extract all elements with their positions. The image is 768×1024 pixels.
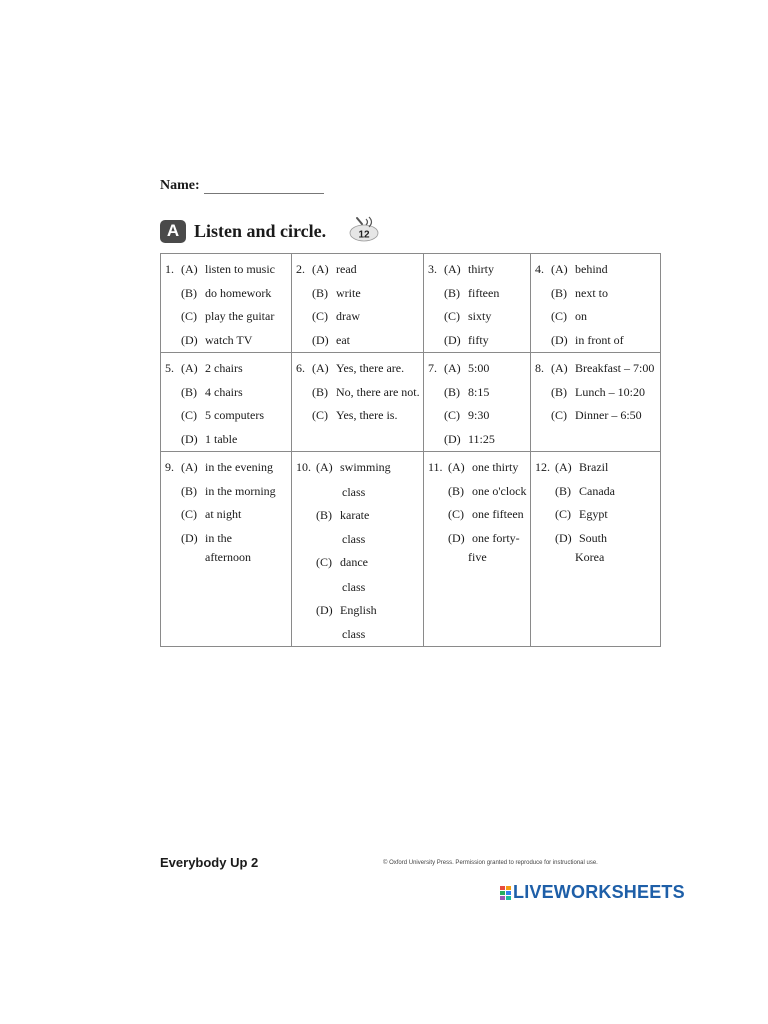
option-letter: (A) bbox=[551, 262, 568, 276]
option-text: in the morning bbox=[205, 483, 276, 498]
liveworksheets-wordmark: LIVEWORKSHEETS bbox=[513, 882, 685, 902]
question-number bbox=[296, 305, 312, 329]
option-letter: (A) bbox=[551, 361, 568, 375]
option-letter: (C) bbox=[444, 408, 460, 422]
question-cell bbox=[161, 452, 292, 647]
question-number bbox=[535, 329, 551, 353]
question-number bbox=[535, 480, 555, 504]
answer-option[interactable] bbox=[428, 503, 528, 527]
answer-option[interactable] bbox=[428, 305, 528, 329]
option-text-continued: class bbox=[342, 627, 366, 641]
option-text: fifty bbox=[468, 332, 489, 347]
answer-option[interactable] bbox=[165, 305, 289, 329]
question-number bbox=[535, 527, 555, 551]
answer-option[interactable] bbox=[535, 527, 658, 551]
option-text: listen to music bbox=[205, 262, 275, 276]
answer-option[interactable] bbox=[296, 357, 421, 381]
option-letter: (C) bbox=[551, 408, 567, 422]
question-number bbox=[296, 404, 312, 428]
option-text: 1 table bbox=[205, 431, 238, 446]
option-text: fifteen bbox=[468, 285, 500, 300]
answer-option[interactable] bbox=[428, 428, 528, 452]
option-letter: (C) bbox=[312, 408, 328, 422]
option-text: Canada bbox=[579, 483, 615, 498]
question-number bbox=[165, 404, 181, 428]
exercise-table bbox=[160, 253, 661, 647]
question-cell bbox=[424, 452, 531, 647]
logo-grid-square bbox=[506, 886, 511, 890]
question-cell bbox=[424, 353, 531, 452]
answer-option[interactable] bbox=[428, 258, 528, 282]
option-letter: (B) bbox=[551, 285, 567, 300]
answer-option[interactable] bbox=[296, 456, 421, 480]
option-letter: (C) bbox=[181, 507, 197, 521]
question-cell bbox=[531, 254, 661, 353]
option-text-continued: class bbox=[342, 579, 366, 594]
answer-option[interactable] bbox=[165, 503, 289, 527]
answer-option[interactable] bbox=[535, 404, 658, 428]
option-text: do homework bbox=[205, 285, 272, 300]
question-number bbox=[428, 503, 448, 527]
option-letter: (D) bbox=[316, 602, 333, 617]
question-number bbox=[535, 282, 551, 306]
option-letter: (B) bbox=[444, 384, 460, 399]
answer-option[interactable] bbox=[535, 480, 658, 504]
option-text: Egypt bbox=[579, 507, 608, 521]
answer-option[interactable] bbox=[428, 456, 528, 480]
option-letter: (B) bbox=[555, 483, 571, 498]
question-number bbox=[165, 282, 181, 306]
option-letter: (D) bbox=[444, 332, 461, 347]
question-number bbox=[428, 282, 444, 306]
answer-option[interactable] bbox=[535, 329, 658, 353]
question-number: 11. bbox=[428, 460, 443, 474]
option-text-continued: class bbox=[342, 532, 366, 546]
question-cell bbox=[161, 353, 292, 452]
option-letter: (D) bbox=[551, 332, 568, 347]
option-text: 5 computers bbox=[205, 408, 264, 422]
option-text-continued: class bbox=[342, 484, 366, 499]
question-number bbox=[296, 551, 316, 575]
option-text: one o'clock bbox=[472, 483, 527, 498]
question-cell bbox=[531, 452, 661, 647]
logo-grid-square bbox=[506, 896, 511, 900]
question-number bbox=[296, 329, 312, 353]
option-text: 4 chairs bbox=[205, 384, 243, 399]
option-text: Breakfast – 7:00 bbox=[575, 361, 655, 375]
answer-option[interactable] bbox=[296, 305, 421, 329]
question-number: 9. bbox=[165, 460, 174, 474]
answer-option[interactable] bbox=[428, 357, 528, 381]
question-number bbox=[296, 504, 316, 528]
question-number: 1. bbox=[165, 262, 174, 276]
answer-option[interactable] bbox=[165, 329, 289, 353]
option-letter: (A) bbox=[444, 262, 461, 276]
option-text: Yes, there is. bbox=[336, 408, 398, 422]
option-text: behind bbox=[575, 262, 608, 276]
option-letter: (D) bbox=[181, 530, 198, 545]
option-text: in the bbox=[205, 530, 232, 545]
audio-track-icon bbox=[348, 216, 380, 242]
option-text: one forty- bbox=[472, 530, 520, 545]
answer-option[interactable] bbox=[165, 258, 289, 282]
answer-option[interactable] bbox=[535, 381, 658, 405]
option-letter: (B) bbox=[316, 507, 332, 522]
question-number: 12. bbox=[535, 460, 550, 474]
answer-option[interactable] bbox=[428, 527, 528, 551]
question-number: 2. bbox=[296, 262, 305, 276]
question-number: 8. bbox=[535, 361, 544, 375]
question-number bbox=[165, 329, 181, 353]
option-text: Brazil bbox=[579, 460, 609, 474]
answer-option[interactable] bbox=[535, 305, 658, 329]
option-letter: (B) bbox=[444, 285, 460, 300]
answer-option[interactable] bbox=[165, 381, 289, 405]
option-text: in the evening bbox=[205, 460, 273, 474]
option-text: karate bbox=[340, 507, 370, 522]
option-letter: (D) bbox=[312, 332, 329, 347]
question-number bbox=[428, 527, 448, 551]
question-number bbox=[535, 305, 551, 329]
option-letter: (B) bbox=[551, 384, 567, 399]
question-number bbox=[165, 527, 181, 551]
answer-option[interactable] bbox=[428, 381, 528, 405]
option-letter: (C) bbox=[555, 507, 571, 521]
option-letter: (C) bbox=[444, 309, 460, 323]
question-cell bbox=[531, 353, 661, 452]
answer-option[interactable] bbox=[535, 503, 658, 527]
question-number bbox=[296, 599, 316, 623]
answer-option[interactable] bbox=[428, 282, 528, 306]
answer-option[interactable] bbox=[296, 381, 421, 405]
answer-option[interactable] bbox=[296, 282, 421, 306]
option-text: read bbox=[336, 262, 357, 276]
answer-option[interactable] bbox=[165, 480, 289, 504]
option-text-continued: afternoon bbox=[205, 550, 251, 564]
question-cell bbox=[161, 254, 292, 353]
answer-option[interactable] bbox=[535, 357, 658, 381]
name-blank-line[interactable] bbox=[204, 181, 324, 194]
answer-option[interactable] bbox=[535, 456, 658, 480]
answer-option[interactable] bbox=[296, 599, 421, 623]
question-number bbox=[428, 428, 444, 452]
option-text: 11:25 bbox=[468, 431, 495, 446]
answer-option[interactable] bbox=[165, 404, 289, 428]
option-text: one fifteen bbox=[472, 507, 524, 521]
option-text: one thirty bbox=[472, 460, 519, 474]
option-text-continued: Korea bbox=[575, 550, 605, 564]
section-header bbox=[160, 218, 380, 244]
section-title: Listen and circle. bbox=[194, 220, 327, 241]
option-letter: (A) bbox=[444, 361, 461, 375]
logo-grid-square bbox=[500, 896, 505, 900]
book-title: Everybody Up 2 bbox=[160, 855, 259, 870]
option-letter: (B) bbox=[312, 384, 328, 399]
question-cell bbox=[292, 353, 424, 452]
option-letter: (A) bbox=[181, 361, 198, 375]
question-number bbox=[428, 329, 444, 353]
answer-option[interactable] bbox=[296, 258, 421, 282]
copyright-notice: © Oxford University Press. Permission granted to reproduce for instructional use. bbox=[383, 860, 598, 866]
answer-option[interactable] bbox=[428, 329, 528, 353]
question-number: 5. bbox=[165, 361, 174, 375]
option-letter: (A) bbox=[316, 460, 333, 474]
question-cell bbox=[424, 254, 531, 353]
answer-option[interactable] bbox=[165, 428, 289, 452]
option-letter: (A) bbox=[181, 262, 198, 276]
option-text: 8:15 bbox=[468, 384, 490, 399]
option-letter: (C) bbox=[181, 408, 197, 422]
option-letter: (D) bbox=[448, 530, 465, 545]
logo-grid-square bbox=[500, 891, 505, 895]
question-number bbox=[165, 305, 181, 329]
option-letter: (D) bbox=[181, 431, 198, 446]
question-number bbox=[165, 480, 181, 504]
answer-option[interactable] bbox=[428, 480, 528, 504]
question-number bbox=[296, 282, 312, 306]
option-text-continued: five bbox=[468, 550, 487, 564]
question-number: 7. bbox=[428, 361, 437, 375]
question-number bbox=[535, 503, 555, 527]
question-number bbox=[165, 428, 181, 452]
option-text: No, there are not. bbox=[336, 384, 420, 399]
option-letter: (B) bbox=[181, 384, 197, 399]
option-text: write bbox=[336, 285, 361, 300]
question-number bbox=[296, 381, 312, 405]
question-number bbox=[165, 503, 181, 527]
option-text: English bbox=[340, 602, 377, 617]
section-badge: A bbox=[160, 220, 186, 243]
option-text: on bbox=[575, 309, 587, 323]
liveworksheets-grid-icon bbox=[500, 886, 511, 900]
option-text: sixty bbox=[468, 309, 492, 323]
option-letter: (C) bbox=[448, 507, 464, 521]
option-text: thirty bbox=[468, 262, 494, 276]
answer-option[interactable] bbox=[428, 404, 528, 428]
logo-grid-square bbox=[500, 886, 505, 890]
answer-option[interactable] bbox=[296, 329, 421, 353]
option-text: Dinner – 6:50 bbox=[575, 408, 642, 422]
option-letter: (B) bbox=[181, 483, 197, 498]
option-letter: (C) bbox=[551, 309, 567, 323]
option-letter: (D) bbox=[181, 332, 198, 347]
option-text: watch TV bbox=[205, 332, 253, 347]
answer-option[interactable] bbox=[165, 282, 289, 306]
liveworksheets-logo bbox=[500, 882, 685, 903]
question-cell bbox=[292, 254, 424, 353]
question-number bbox=[428, 480, 448, 504]
name-field bbox=[160, 178, 324, 194]
answer-option[interactable] bbox=[296, 504, 421, 528]
option-letter: (D) bbox=[444, 431, 461, 446]
answer-option[interactable] bbox=[165, 456, 289, 480]
answer-option[interactable] bbox=[296, 404, 421, 428]
answer-option[interactable] bbox=[165, 527, 289, 551]
option-letter: (A) bbox=[448, 460, 465, 474]
option-text: swimming bbox=[340, 460, 391, 474]
name-label: Name: bbox=[160, 178, 200, 193]
answer-option[interactable] bbox=[165, 357, 289, 381]
answer-option[interactable] bbox=[296, 551, 421, 575]
option-letter: (A) bbox=[181, 460, 198, 474]
question-number: 6. bbox=[296, 361, 305, 375]
option-text: eat bbox=[336, 332, 350, 347]
option-letter: (A) bbox=[312, 361, 329, 375]
question-number bbox=[535, 404, 551, 428]
question-number bbox=[428, 404, 444, 428]
option-text: play the guitar bbox=[205, 309, 275, 323]
answer-option[interactable] bbox=[535, 282, 658, 306]
option-letter: (A) bbox=[312, 262, 329, 276]
option-letter: (B) bbox=[312, 285, 328, 300]
question-number bbox=[428, 305, 444, 329]
option-text: Lunch – 10:20 bbox=[575, 384, 645, 399]
option-text: draw bbox=[336, 309, 360, 323]
question-cell bbox=[292, 452, 424, 647]
option-letter: (A) bbox=[555, 460, 572, 474]
option-text: Yes, there are. bbox=[336, 361, 405, 375]
option-text: South bbox=[579, 530, 608, 545]
option-text: 9:30 bbox=[468, 408, 490, 422]
option-letter: (C) bbox=[316, 555, 332, 569]
audio-track-number: 12 bbox=[358, 229, 370, 241]
option-text: 5:00 bbox=[468, 361, 490, 375]
option-letter: (D) bbox=[555, 530, 572, 545]
question-number: 4. bbox=[535, 262, 544, 276]
option-text: at night bbox=[205, 507, 242, 521]
question-number: 3. bbox=[428, 262, 437, 276]
option-text: dance bbox=[340, 555, 368, 569]
option-letter: (C) bbox=[312, 309, 328, 323]
option-letter: (B) bbox=[181, 285, 197, 300]
option-text: next to bbox=[575, 285, 608, 300]
option-letter: (B) bbox=[448, 483, 464, 498]
logo-grid-square bbox=[506, 891, 511, 895]
option-letter: (C) bbox=[181, 309, 197, 323]
question-number bbox=[428, 381, 444, 405]
option-text: 2 chairs bbox=[205, 361, 243, 375]
answer-option[interactable] bbox=[535, 258, 658, 282]
question-number bbox=[535, 381, 551, 405]
option-text: in front of bbox=[575, 332, 624, 347]
question-number bbox=[165, 381, 181, 405]
question-number: 10. bbox=[296, 460, 311, 474]
